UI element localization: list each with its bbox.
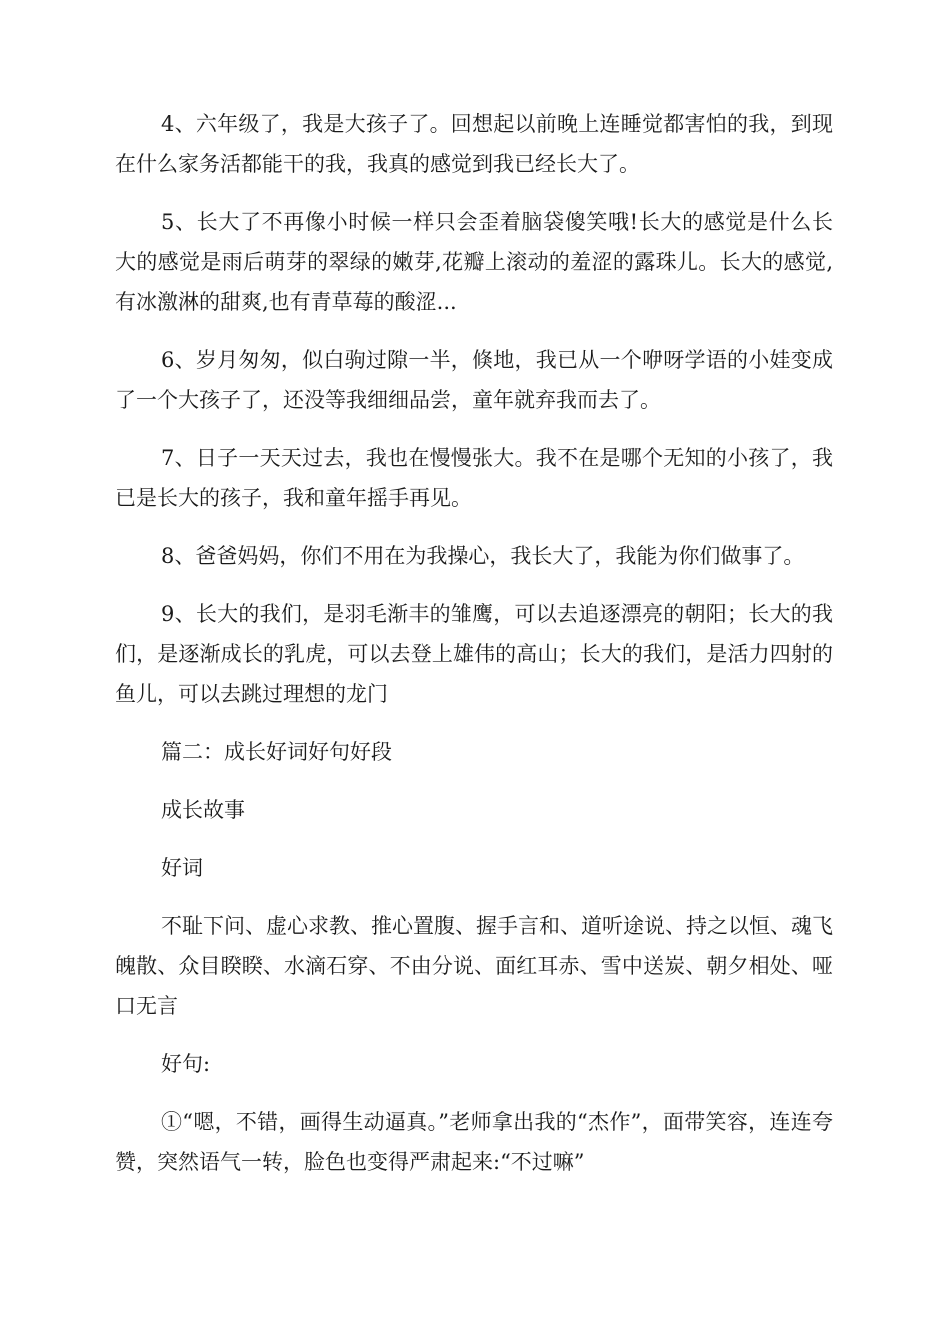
paragraph-item-4: 4、六年级了，我是大孩子了。回想起以前晚上连睡觉都害怕的我，到现在什么家务活都能干的我，我真的感觉到我已经长大了。 [115,112,833,176]
good-sentences-label: 好句: [161,1052,211,1076]
paragraph-item-7: 7、日子一天天过去，我也在慢慢张大。我不在是哪个无知的小孩了，我已是长大的孩子，我和童年摇手再见。 [115,446,833,510]
good-sentence-item-1: ①“嗯，不错，画得生动逼真。”老师拿出我的“杰作”，面带笑容，连连夸赞，突然语气一转，脸色也变得严肃起来:“不过嘛” [115,1110,833,1174]
document-body [115,104,833,1200]
paragraph-item-5: 5、长大了不再像小时候一样只会歪着脑袋傻笑哦!长大的感觉是什么长大的感觉是雨后萌芽的翠绿的嫩芽,花瓣上滚动的羞涩的露珠儿。长大的感觉,有冰激淋的甜爽,也有青草莓的酸涩... [115,210,833,314]
subsection-title: 成长故事 [161,798,245,822]
good-words-label: 好词 [161,856,203,880]
paragraph-item-6: 6、岁月匆匆，似白驹过隙一半，倏地，我已从一个咿呀学语的小娃变成了一个大孩子了，还没等我细细品尝，童年就弃我而去了。 [115,348,833,412]
section-heading: 篇二：成长好词好句好段 [161,740,392,764]
paragraph-item-8: 8、爸爸妈妈，你们不用在为我操心，我长大了，我能为你们做事了。 [161,544,805,568]
good-words-list: 不耻下问、虚心求教、推心置腹、握手言和、道听途说、持之以恒、魂飞魄散、众目睽睽、水滴石穿、不由分说、面红耳赤、雪中送炭、朝夕相处、哑口无言 [115,914,833,1018]
paragraph-item-9: 9、长大的我们，是羽毛渐丰的雏鹰，可以去追逐漂亮的朝阳；长大的我们，是逐渐成长的乳虎，可以去登上雄伟的高山；长大的我们，是活力四射的鱼儿，可以去跳过理想的龙门 [115,602,833,706]
